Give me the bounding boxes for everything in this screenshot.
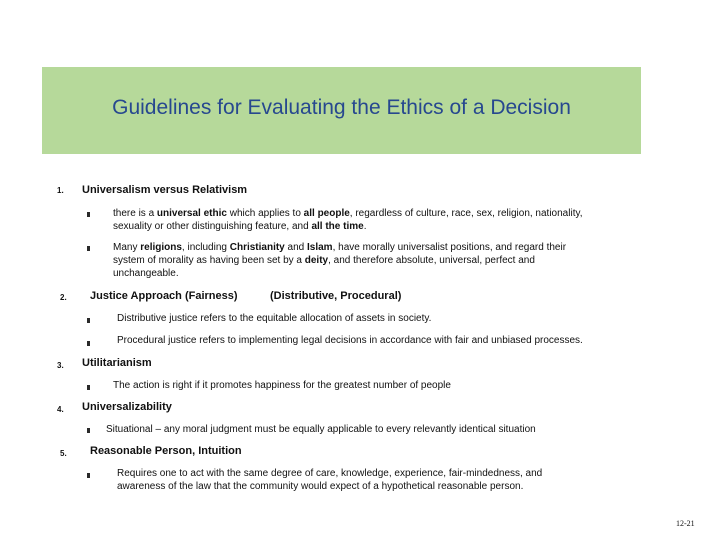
bold-run: all people (303, 208, 350, 219)
bullet-text (106, 423, 536, 436)
text-run: which applies to (226, 208, 304, 219)
bullet-marker (87, 318, 90, 323)
bold-run: religions (140, 242, 182, 253)
bullet-marker (87, 473, 90, 478)
bullet-line (113, 379, 451, 392)
text-run: , regardless of culture, race, sex, religion, nationality, (349, 208, 583, 219)
bold-run: universal ethic (156, 208, 227, 219)
bullet-marker (87, 341, 90, 346)
bold-run: Christianity (229, 242, 285, 253)
bullet-marker (87, 428, 90, 433)
text-run: , and therefore absolute, universal, perfect and (328, 255, 535, 266)
bullet-line (106, 423, 536, 436)
bullet-text (113, 379, 451, 392)
text-run: , including (181, 242, 230, 253)
item-number: 2. (60, 293, 67, 302)
bullet-text (113, 207, 583, 233)
text-run: unchangeable. (113, 268, 179, 279)
bullet-marker (87, 246, 90, 251)
item-number: 3. (57, 361, 64, 370)
bullet-line (117, 312, 431, 325)
bullet-line (113, 254, 566, 267)
text-run: The action is right if it promotes happiness for the greatest number of people (113, 380, 451, 391)
bullet-line (117, 480, 542, 493)
item-heading: Universalism versus Relativism (82, 184, 248, 196)
bullet-line (113, 241, 566, 254)
bullet-line (113, 207, 583, 220)
text-run: Requires one to act with the same degree of care, knowledge, experience, fair-mindedness, and (117, 468, 543, 479)
title-band (42, 67, 641, 154)
item-heading: Universalizability (82, 401, 172, 413)
text-run: system of morality as having been set by a (113, 255, 305, 266)
bullet-text (113, 241, 566, 280)
bullet-text (117, 467, 542, 493)
item-number: 1. (57, 186, 64, 195)
text-run: sexuality or other distinguishing feature, and (113, 221, 312, 232)
item-heading: Reasonable Person, Intuition (90, 445, 242, 457)
bold-run: Islam (307, 242, 333, 253)
text-run: Procedural justice refers to implementing legal decisions in accordance with fair and unbiased processes. (117, 335, 583, 346)
text-run: , have morally universalist positions, and regard their (332, 242, 567, 253)
slide-title: Guidelines for Evaluating the Ethics of a Decision (112, 96, 571, 119)
text-run: there is a (113, 208, 157, 219)
item-heading: Justice Approach (Fairness) (90, 290, 238, 302)
bold-run: all the time (311, 221, 364, 232)
bullet-text (117, 312, 431, 325)
bullet-marker (87, 385, 90, 390)
bullet-line (113, 220, 583, 233)
text-run: Many (113, 242, 141, 253)
item-number: 5. (60, 449, 67, 458)
text-run: and (284, 242, 307, 253)
text-run: awareness of the law that the community would expect of a hypothetical reasonable person. (117, 481, 524, 492)
text-run: . (363, 221, 367, 232)
bullet-line (117, 467, 542, 480)
bullet-marker (87, 212, 90, 217)
bullet-line (117, 334, 583, 347)
bullet-text (117, 334, 583, 347)
text-run: Situational – any moral judgment must be equally applicable to every relevantly identical situation (106, 424, 536, 435)
item-heading-extra: (Distributive, Procedural) (270, 290, 402, 302)
text-run: Distributive justice refers to the equitable allocation of assets in society. (117, 313, 432, 324)
bullet-line (113, 267, 566, 280)
item-heading: Utilitarianism (82, 357, 152, 369)
page-number: 12-21 (676, 519, 695, 528)
item-number: 4. (57, 405, 64, 414)
bold-run: deity (304, 255, 329, 266)
